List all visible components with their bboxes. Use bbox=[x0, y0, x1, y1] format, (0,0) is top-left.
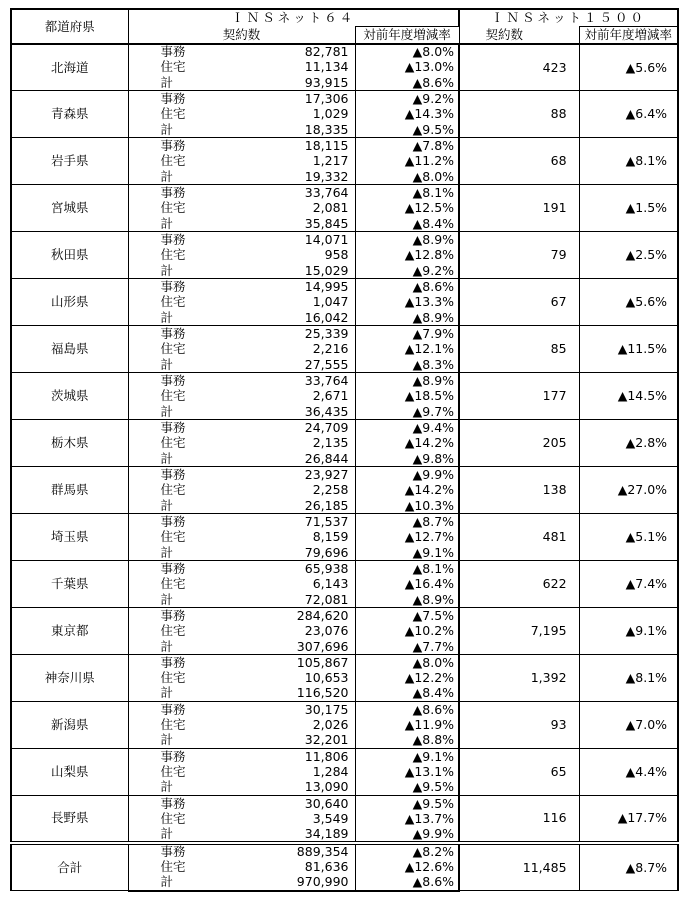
contracts-table bbox=[10, 8, 679, 892]
table-row bbox=[11, 608, 678, 624]
table-row bbox=[11, 796, 678, 812]
contract-type-label: 住宅 bbox=[160, 153, 186, 169]
total-label: 合計 bbox=[11, 843, 128, 891]
ins1500-contract-count: 191 bbox=[459, 185, 579, 232]
contract-type-label: 事務 bbox=[160, 654, 186, 670]
ins64-contract-count: 2,026 bbox=[218, 717, 355, 733]
ins64-yoy-rate: ▲11.2% bbox=[355, 154, 459, 170]
ins64-contract-count: 16,042 bbox=[218, 310, 355, 326]
contract-type-label: 住宅 bbox=[160, 106, 186, 122]
contract-type-label: 計 bbox=[128, 310, 218, 326]
contract-type-label: 計 bbox=[128, 639, 218, 655]
ins64-contract-count: 2,671 bbox=[218, 388, 355, 404]
ins64-contract-count: 1,217 bbox=[218, 154, 355, 170]
header-ins64: ＩＮＳネット６４ bbox=[128, 9, 459, 27]
ins64-yoy-rate: ▲13.3% bbox=[355, 295, 459, 311]
ins64-yoy-rate: ▲9.4% bbox=[355, 420, 459, 436]
ins64-yoy-rate: ▲8.0% bbox=[355, 44, 459, 60]
ins64-contract-count: 93,915 bbox=[218, 75, 355, 91]
ins64-contract-count: 116,520 bbox=[218, 686, 355, 702]
ins1500-yoy-rate: ▲9.1% bbox=[579, 608, 678, 655]
table-row bbox=[11, 514, 678, 530]
header-prefecture: 都道府県 bbox=[11, 9, 128, 44]
ins64-yoy-rate: ▲8.8% bbox=[355, 733, 459, 749]
ins64-yoy-rate: ▲16.4% bbox=[355, 576, 459, 592]
ins64-contract-count: 958 bbox=[218, 248, 355, 264]
ins64-contract-count: 307,696 bbox=[218, 639, 355, 655]
ins1500-contract-count: 205 bbox=[459, 420, 579, 467]
ins1500-contract-count: 79 bbox=[459, 232, 579, 279]
ins1500-yoy-rate: ▲27.0% bbox=[579, 467, 678, 514]
contract-type-label: 住宅 bbox=[160, 435, 186, 451]
ins64-contract-count: 11,134 bbox=[218, 60, 355, 76]
contract-type-label: 計 bbox=[128, 498, 218, 514]
contract-type-label: 事務 bbox=[160, 372, 186, 388]
prefecture-name: 新潟県 bbox=[11, 702, 128, 749]
ins1500-yoy-rate: ▲5.1% bbox=[579, 514, 678, 561]
contract-type-label: 住宅 bbox=[160, 482, 186, 498]
contract-type-label: 計 bbox=[128, 451, 218, 467]
ins1500-yoy-rate: ▲8.1% bbox=[579, 138, 678, 185]
contract-type-label: 住宅 bbox=[160, 858, 186, 874]
ins1500-contract-count: 11,485 bbox=[459, 843, 579, 891]
contract-type-label: 事務 bbox=[160, 701, 186, 717]
contract-type-label: 住宅 bbox=[160, 810, 186, 826]
prefecture-name: 福島県 bbox=[11, 326, 128, 373]
ins64-yoy-rate: ▲8.6% bbox=[355, 75, 459, 91]
contract-type-label: 計 bbox=[128, 75, 218, 91]
ins64-yoy-rate: ▲8.7% bbox=[355, 514, 459, 530]
ins64-yoy-rate: ▲9.9% bbox=[355, 467, 459, 483]
ins1500-contract-count: 93 bbox=[459, 702, 579, 749]
ins64-contract-count: 2,081 bbox=[218, 201, 355, 217]
ins1500-contract-count: 88 bbox=[459, 91, 579, 138]
ins1500-yoy-rate: ▲4.4% bbox=[579, 749, 678, 796]
contract-type-label: 事務 bbox=[160, 466, 186, 482]
ins1500-yoy-rate: ▲2.5% bbox=[579, 232, 678, 279]
ins1500-yoy-rate: ▲8.1% bbox=[579, 655, 678, 702]
ins64-yoy-rate: ▲9.9% bbox=[355, 827, 459, 843]
ins1500-yoy-rate: ▲6.4% bbox=[579, 91, 678, 138]
ins64-yoy-rate: ▲9.5% bbox=[355, 122, 459, 138]
ins64-yoy-rate: ▲12.8% bbox=[355, 248, 459, 264]
contract-type-label: 計 bbox=[128, 827, 218, 843]
contract-type-label: 計 bbox=[128, 592, 218, 608]
contract-type-label: 事務 bbox=[128, 843, 218, 859]
ins64-yoy-rate: ▲8.0% bbox=[355, 169, 459, 185]
ins64-contract-count: 72,081 bbox=[218, 592, 355, 608]
table-row bbox=[11, 138, 678, 154]
ins1500-contract-count: 116 bbox=[459, 796, 579, 843]
ins64-contract-count: 1,047 bbox=[218, 295, 355, 311]
ins64-contract-count: 2,135 bbox=[218, 435, 355, 451]
ins64-contract-count: 284,620 bbox=[218, 608, 355, 624]
prefecture-name: 岩手県 bbox=[11, 138, 128, 185]
contract-type-label: 計 bbox=[128, 404, 218, 420]
ins64-yoy-rate: ▲18.5% bbox=[355, 388, 459, 404]
ins64-contract-count: 81,636 bbox=[218, 859, 355, 875]
ins64-yoy-rate: ▲8.6% bbox=[355, 875, 459, 891]
ins64-yoy-rate: ▲13.1% bbox=[355, 764, 459, 780]
ins64-contract-count: 23,076 bbox=[218, 623, 355, 639]
ins64-contract-count: 8,159 bbox=[218, 529, 355, 545]
ins64-yoy-rate: ▲9.7% bbox=[355, 404, 459, 420]
table-row bbox=[11, 420, 678, 436]
ins1500-yoy-rate: ▲7.4% bbox=[579, 561, 678, 608]
contract-type-label: 事務 bbox=[160, 91, 186, 107]
ins64-contract-count: 26,844 bbox=[218, 451, 355, 467]
header-yoy-rate: 対前年度増減率 bbox=[355, 27, 459, 45]
contract-type-label: 計 bbox=[128, 263, 218, 279]
ins64-yoy-rate: ▲12.7% bbox=[355, 529, 459, 545]
ins64-yoy-rate: ▲8.4% bbox=[355, 686, 459, 702]
contract-type-label: 事務 bbox=[160, 748, 186, 764]
ins1500-contract-count: 68 bbox=[459, 138, 579, 185]
ins64-yoy-rate: ▲8.4% bbox=[355, 216, 459, 232]
ins64-contract-count: 6,143 bbox=[218, 576, 355, 592]
ins64-contract-count: 2,258 bbox=[218, 482, 355, 498]
ins1500-yoy-rate: ▲8.7% bbox=[579, 843, 678, 891]
ins64-contract-count: 18,115 bbox=[218, 138, 355, 154]
ins1500-contract-count: 1,392 bbox=[459, 655, 579, 702]
ins64-contract-count: 10,653 bbox=[218, 670, 355, 686]
ins64-yoy-rate: ▲8.2% bbox=[355, 843, 459, 859]
ins64-yoy-rate: ▲8.0% bbox=[355, 655, 459, 671]
contract-type-label: 事務 bbox=[160, 278, 186, 294]
contract-type-label: 住宅 bbox=[160, 294, 186, 310]
ins64-contract-count: 33,764 bbox=[218, 185, 355, 201]
contract-type-label: 住宅 bbox=[160, 200, 186, 216]
ins64-contract-count: 25,339 bbox=[218, 326, 355, 342]
ins1500-contract-count: 65 bbox=[459, 749, 579, 796]
ins64-yoy-rate: ▲13.0% bbox=[355, 60, 459, 76]
ins1500-contract-count: 423 bbox=[459, 44, 579, 91]
contract-type-label: 計 bbox=[128, 169, 218, 185]
ins64-yoy-rate: ▲7.9% bbox=[355, 326, 459, 342]
contract-type-label: 住宅 bbox=[160, 247, 186, 263]
table-row bbox=[11, 326, 678, 342]
ins1500-yoy-rate: ▲2.8% bbox=[579, 420, 678, 467]
contract-type-label: 事務 bbox=[160, 607, 186, 623]
header-yoy-rate-1500: 対前年度増減率 bbox=[579, 27, 678, 45]
ins64-yoy-rate: ▲9.1% bbox=[355, 749, 459, 765]
table-row bbox=[11, 749, 678, 765]
ins64-yoy-rate: ▲10.2% bbox=[355, 623, 459, 639]
table-row bbox=[11, 185, 678, 201]
prefecture-name: 埼玉県 bbox=[11, 514, 128, 561]
table-row bbox=[11, 843, 678, 859]
ins64-contract-count: 30,175 bbox=[218, 702, 355, 718]
table-row bbox=[11, 702, 678, 718]
header-contracts-1500: 契約数 bbox=[459, 27, 579, 45]
ins1500-contract-count: 622 bbox=[459, 561, 579, 608]
prefecture-name: 青森県 bbox=[11, 91, 128, 138]
prefecture-name: 群馬県 bbox=[11, 467, 128, 514]
contract-type-label: 事務 bbox=[160, 138, 186, 154]
contract-type-label: 事務 bbox=[160, 419, 186, 435]
ins1500-contract-count: 7,195 bbox=[459, 608, 579, 655]
ins64-contract-count: 79,696 bbox=[218, 545, 355, 561]
contract-type-label: 住宅 bbox=[160, 576, 186, 592]
ins1500-yoy-rate: ▲5.6% bbox=[579, 44, 678, 91]
ins64-contract-count: 11,806 bbox=[218, 749, 355, 765]
ins64-contract-count: 27,555 bbox=[218, 357, 355, 373]
contract-type-label: 住宅 bbox=[160, 59, 186, 75]
table-row bbox=[11, 44, 678, 60]
prefecture-name: 宮城県 bbox=[11, 185, 128, 232]
ins64-contract-count: 32,201 bbox=[218, 733, 355, 749]
ins1500-yoy-rate: ▲5.6% bbox=[579, 279, 678, 326]
prefecture-name: 秋田県 bbox=[11, 232, 128, 279]
contract-type-label: 住宅 bbox=[160, 529, 186, 545]
ins1500-contract-count: 67 bbox=[459, 279, 579, 326]
ins64-yoy-rate: ▲14.3% bbox=[355, 107, 459, 123]
ins64-contract-count: 36,435 bbox=[218, 404, 355, 420]
ins64-contract-count: 23,927 bbox=[218, 467, 355, 483]
ins64-contract-count: 71,537 bbox=[218, 514, 355, 530]
contract-type-label: 計 bbox=[128, 733, 218, 749]
ins64-yoy-rate: ▲9.5% bbox=[355, 796, 459, 812]
ins1500-contract-count: 481 bbox=[459, 514, 579, 561]
ins1500-contract-count: 138 bbox=[459, 467, 579, 514]
contract-type-label: 住宅 bbox=[160, 388, 186, 404]
table-row bbox=[11, 232, 678, 248]
prefecture-name: 北海道 bbox=[11, 44, 128, 91]
prefecture-name: 山梨県 bbox=[11, 749, 128, 796]
prefecture-name: 茨城県 bbox=[11, 373, 128, 420]
header-contracts: 契約数 bbox=[128, 27, 355, 45]
contract-type-label: 計 bbox=[128, 216, 218, 232]
contract-type-label: 計 bbox=[128, 875, 218, 891]
ins64-contract-count: 18,335 bbox=[218, 122, 355, 138]
ins64-contract-count: 19,332 bbox=[218, 169, 355, 185]
ins64-contract-count: 14,995 bbox=[218, 279, 355, 295]
ins64-contract-count: 13,090 bbox=[218, 780, 355, 796]
ins64-yoy-rate: ▲8.6% bbox=[355, 279, 459, 295]
contract-type-label: 事務 bbox=[160, 44, 186, 60]
table-row bbox=[11, 279, 678, 295]
contract-type-label: 住宅 bbox=[160, 717, 186, 733]
ins64-yoy-rate: ▲14.2% bbox=[355, 482, 459, 498]
contract-type-label: 計 bbox=[128, 122, 218, 138]
ins64-yoy-rate: ▲11.9% bbox=[355, 717, 459, 733]
ins64-yoy-rate: ▲9.1% bbox=[355, 545, 459, 561]
contract-type-label: 計 bbox=[128, 686, 218, 702]
ins64-yoy-rate: ▲12.5% bbox=[355, 201, 459, 217]
ins64-yoy-rate: ▲7.5% bbox=[355, 608, 459, 624]
contract-type-label: 事務 bbox=[160, 231, 186, 247]
ins64-contract-count: 65,938 bbox=[218, 561, 355, 577]
ins64-yoy-rate: ▲8.3% bbox=[355, 357, 459, 373]
prefecture-name: 長野県 bbox=[11, 796, 128, 843]
table-row bbox=[11, 467, 678, 483]
ins1500-yoy-rate: ▲1.5% bbox=[579, 185, 678, 232]
ins64-yoy-rate: ▲12.6% bbox=[355, 859, 459, 875]
ins64-yoy-rate: ▲8.1% bbox=[355, 185, 459, 201]
contract-type-label: 住宅 bbox=[160, 341, 186, 357]
contract-type-label: 事務 bbox=[160, 513, 186, 529]
ins64-contract-count: 14,071 bbox=[218, 232, 355, 248]
ins1500-contract-count: 85 bbox=[459, 326, 579, 373]
contract-type-label: 住宅 bbox=[160, 623, 186, 639]
ins64-yoy-rate: ▲13.7% bbox=[355, 811, 459, 827]
contract-type-label: 事務 bbox=[160, 325, 186, 341]
contract-type-label: 住宅 bbox=[160, 764, 186, 780]
ins64-yoy-rate: ▲9.5% bbox=[355, 780, 459, 796]
ins64-contract-count: 34,189 bbox=[218, 827, 355, 843]
ins64-contract-count: 17,306 bbox=[218, 91, 355, 107]
table-row bbox=[11, 91, 678, 107]
ins64-yoy-rate: ▲14.2% bbox=[355, 435, 459, 451]
contract-type-label: 事務 bbox=[160, 795, 186, 811]
ins64-yoy-rate: ▲8.9% bbox=[355, 310, 459, 326]
table-row bbox=[11, 561, 678, 577]
ins64-contract-count: 3,549 bbox=[218, 811, 355, 827]
ins1500-yoy-rate: ▲7.0% bbox=[579, 702, 678, 749]
ins64-contract-count: 30,640 bbox=[218, 796, 355, 812]
table-row bbox=[11, 655, 678, 671]
ins64-contract-count: 2,216 bbox=[218, 341, 355, 357]
prefecture-name: 山形県 bbox=[11, 279, 128, 326]
ins64-yoy-rate: ▲12.2% bbox=[355, 670, 459, 686]
contract-type-label: 計 bbox=[128, 545, 218, 561]
ins1500-yoy-rate: ▲11.5% bbox=[579, 326, 678, 373]
contract-type-label: 住宅 bbox=[160, 670, 186, 686]
ins64-contract-count: 105,867 bbox=[218, 655, 355, 671]
ins64-yoy-rate: ▲9.8% bbox=[355, 451, 459, 467]
contract-type-label: 計 bbox=[128, 780, 218, 796]
ins64-yoy-rate: ▲8.9% bbox=[355, 373, 459, 389]
ins64-yoy-rate: ▲8.9% bbox=[355, 232, 459, 248]
ins64-yoy-rate: ▲9.2% bbox=[355, 91, 459, 107]
contract-type-label: 事務 bbox=[160, 184, 186, 200]
ins1500-yoy-rate: ▲14.5% bbox=[579, 373, 678, 420]
ins64-contract-count: 1,029 bbox=[218, 107, 355, 123]
contract-type-label: 計 bbox=[128, 357, 218, 373]
ins64-contract-count: 15,029 bbox=[218, 263, 355, 279]
prefecture-name: 神奈川県 bbox=[11, 655, 128, 702]
ins64-yoy-rate: ▲7.8% bbox=[355, 138, 459, 154]
ins64-contract-count: 970,990 bbox=[218, 875, 355, 891]
ins64-yoy-rate: ▲8.1% bbox=[355, 561, 459, 577]
ins1500-contract-count: 177 bbox=[459, 373, 579, 420]
ins64-yoy-rate: ▲8.9% bbox=[355, 592, 459, 608]
prefecture-name: 千葉県 bbox=[11, 561, 128, 608]
ins64-contract-count: 26,185 bbox=[218, 498, 355, 514]
ins64-contract-count: 24,709 bbox=[218, 420, 355, 436]
ins64-yoy-rate: ▲7.7% bbox=[355, 639, 459, 655]
ins64-contract-count: 33,764 bbox=[218, 373, 355, 389]
ins64-contract-count: 1,284 bbox=[218, 764, 355, 780]
table-row bbox=[11, 373, 678, 389]
contract-type-label: 事務 bbox=[160, 560, 186, 576]
ins64-contract-count: 889,354 bbox=[218, 843, 355, 859]
ins64-yoy-rate: ▲9.2% bbox=[355, 263, 459, 279]
ins64-yoy-rate: ▲10.3% bbox=[355, 498, 459, 514]
ins1500-yoy-rate: ▲17.7% bbox=[579, 796, 678, 843]
prefecture-name: 東京都 bbox=[11, 608, 128, 655]
ins64-yoy-rate: ▲12.1% bbox=[355, 341, 459, 357]
ins64-contract-count: 82,781 bbox=[218, 44, 355, 60]
prefecture-name: 栃木県 bbox=[11, 420, 128, 467]
header-ins1500: ＩＮＳネット１５００ bbox=[459, 9, 678, 27]
ins64-contract-count: 35,845 bbox=[218, 216, 355, 232]
ins64-yoy-rate: ▲8.6% bbox=[355, 702, 459, 718]
